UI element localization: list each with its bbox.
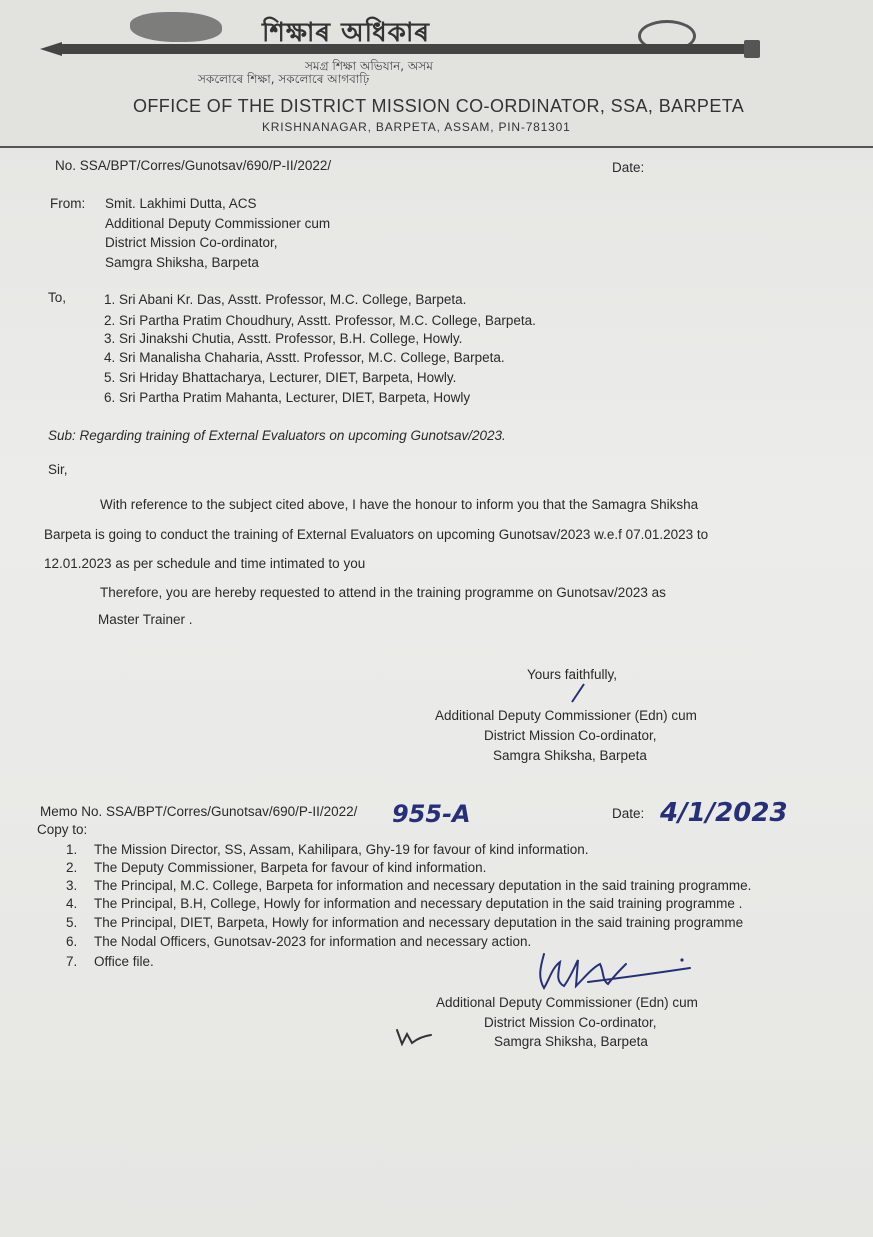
copy-item-number: 2. [66,860,78,875]
pencil-tip-icon [40,42,62,56]
copy-item-text: The Nodal Officers, Gunotsav-2023 for information and necessary action. [94,934,532,949]
subject-line: Sub: Regarding training of External Evaluators on upcoming Gunotsav/2023. [48,428,506,443]
copy-item-text: The Deputy Commissioner, Barpeta for favour of kind information. [94,860,487,875]
memo-number: Memo No. SSA/BPT/Corres/Gunotsav/690/P-II/2022/ [40,804,358,819]
recipient-line: 3. Sri Jinakshi Chutia, Asstt. Professor, B.H. College, Howly. [104,331,463,346]
handwritten-signature-icon [530,948,700,1000]
signatory-line: District Mission Co-ordinator, [484,728,657,743]
assamese-subtitle-2: সকলোৰে শিক্ষা, সকলোৰে আগবাঢ়ি [198,72,370,86]
recipient-line: 1. Sri Abani Kr. Das, Asstt. Professor, M.C. College, Barpeta. [104,292,467,307]
memo-signatory-line: District Mission Co-ordinator, [484,1015,657,1030]
copy-item-number: 7. [66,954,78,969]
to-label: To, [48,290,67,305]
body-line: With reference to the subject cited above, I have the honour to inform you that the Samagra Shiksha [100,497,699,512]
assamese-title: শিক্ষাৰ অধিকাৰ [262,18,431,48]
copy-item-text: Office file. [94,954,154,969]
reference-number: No. SSA/BPT/Corres/Gunotsav/690/P-II/2022/ [55,158,332,173]
recipient-line: 4. Sri Manalisha Chaharia, Asstt. Professor, M.C. College, Barpeta. [104,350,505,365]
signature-mark-icon [566,682,588,704]
office-address: KRISHNANAGAR, BARPETA, ASSAM, PIN-781301 [262,120,571,134]
from-label: From: [50,196,86,211]
closing: Yours faithfully, [527,667,618,682]
salutation: Sir, [48,462,68,477]
copy-item-text: The Principal, DIET, Barpeta, Howly for information and necessary deputation in the said training programme [94,915,744,930]
initial-mark-icon [394,1026,434,1048]
handwritten-memo-number: 955-A [392,800,471,828]
copy-item-text: The Mission Director, SS, Assam, Kahilipara, Ghy-19 for favour of kind information. [94,842,589,857]
date-label: Date: [612,160,645,175]
recipient-line: 6. Sri Partha Pratim Mahanta, Lecturer, DIET, Barpeta, Howly [104,390,471,405]
body-line: Therefore, you are hereby requested to attend in the training programme on Gunotsav/2023 as [100,585,666,600]
copy-item-number: 5. [66,915,78,930]
from-line: Smit. Lakhimi Dutta, ACS [105,196,257,211]
header-divider [0,146,873,148]
copy-item-text: The Principal, B.H, College, Howly for information and necessary deputation in the said training programme . [94,896,743,911]
body-line: 12.01.2023 as per schedule and time intimated to you [44,556,366,571]
copy-item-number: 4. [66,896,78,911]
assamese-subtitle-1: সমগ্ৰ শিক্ষা অভিযান, অসম [305,59,433,73]
copy-to-label: Copy to: [37,822,88,837]
signatory-line: Samgra Shiksha, Barpeta [493,748,647,763]
memo-date-label: Date: [612,806,645,821]
handwritten-date: 4/1/2023 [660,798,788,828]
copy-item-text: The Principal, M.C. College, Barpeta for information and necessary deputation in the said training programme. [94,878,752,893]
from-line: District Mission Co-ordinator, [105,235,278,250]
body-line: Master Trainer . [98,612,193,627]
copy-item-number: 1. [66,842,78,857]
from-line: Additional Deputy Commissioner cum [105,216,331,231]
from-line: Samgra Shiksha, Barpeta [105,255,259,270]
pencil-cap-icon [744,40,760,58]
copy-item-number: 6. [66,934,78,949]
memo-signatory-line: Samgra Shiksha, Barpeta [494,1034,648,1049]
body-line: Barpeta is going to conduct the training of External Evaluators on upcoming Gunotsav/2023 w.e.f 07.01.2023 to [44,527,709,542]
copy-item-number: 3. [66,878,78,893]
signatory-line: Additional Deputy Commissioner (Edn) cum [435,708,697,723]
recipient-line: 2. Sri Partha Pratim Choudhury, Asstt. Professor, M.C. College, Barpeta. [104,313,536,328]
office-title: OFFICE OF THE DISTRICT MISSION CO-ORDINATOR, SSA, BARPETA [133,96,745,116]
child-figure-left-icon [130,12,222,42]
recipient-line: 5. Sri Hriday Bhattacharya, Lecturer, DIET, Barpeta, Howly. [104,370,457,385]
memo-signatory-line: Additional Deputy Commissioner (Edn) cum [436,995,698,1010]
